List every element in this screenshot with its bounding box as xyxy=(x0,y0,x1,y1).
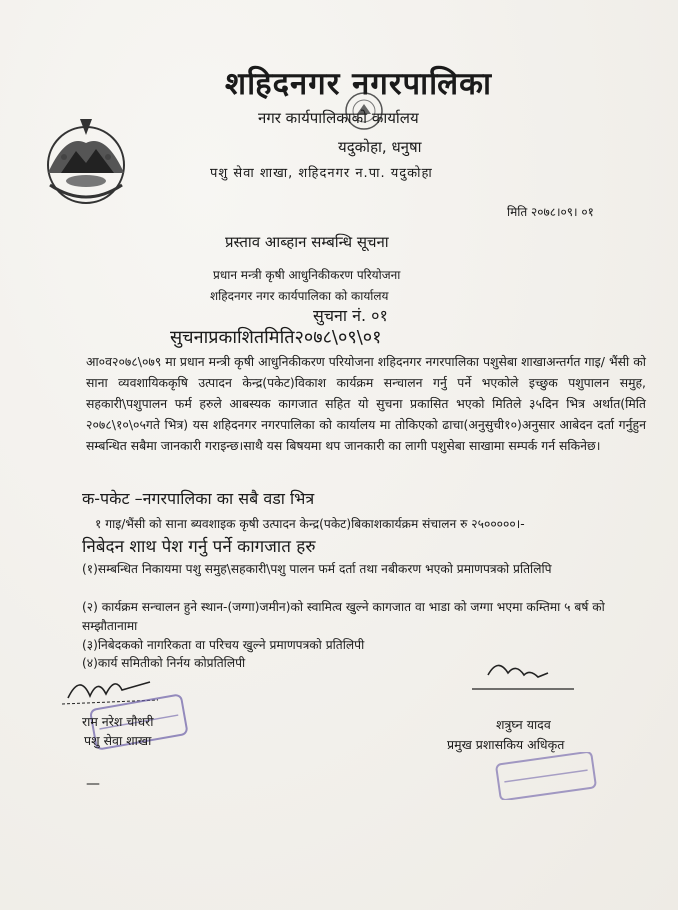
right-signature-icon xyxy=(468,655,578,697)
section-a-item-1: १ गाइ/भैंसी को साना ब्यवशाइक कृषी उत्पादन केन्द्र(पकेट)बिकाशकार्यक्रम संचालन रु २५०००००।- xyxy=(95,517,525,531)
footer-mark: — xyxy=(86,776,100,792)
office-address: यदुकोहा, धनुषा xyxy=(338,138,422,156)
right-stamp-icon xyxy=(492,752,600,800)
left-signatory-name: राम नरेश चौधरी xyxy=(82,714,154,729)
branch-name: पशु सेवा शाखा, शहिदनगर न.पा. यदुकोहा xyxy=(210,166,433,181)
right-signatory-name: शत्रुघ्न यादव xyxy=(496,717,551,732)
nepal-emblem-icon xyxy=(36,113,136,211)
documents-heading: निबेदन शाथ पेश गर्नु पर्ने कागजात हरु xyxy=(82,537,316,557)
document-item-3: (३)निबेदकको नागरिकता वा परिचय खुल्ने प्रमाणपत्रको प्रतिलिपी xyxy=(82,638,365,652)
publish-date: सुचनाप्रकाशितमिति२०७८\०९\०१ xyxy=(170,327,382,348)
document-item-2: (२) कार्यक्रम सन्चालन हुने स्थान-(जग्गा)जमीन)को स्वामित्व खुल्ने कागजात वा भाडा को जग्गा भएमा कम्तिमा ५ बर्ष को सम्झौतानामा xyxy=(82,600,605,633)
project-line-1: प्रधान मन्त्री कृषी आधुनिकीकरण परियोजना xyxy=(213,268,401,282)
document-item-1: (१)सम्बन्धित निकायमा पशु समुह\सहकारी\पशु पालन फर्म दर्ता तथा नबीकरण भएको प्रमाणपत्रको प्रतिलिपि xyxy=(82,562,552,576)
document-item-4: (४)कार्य समितीको निर्नय कोप्रतिलिपी xyxy=(82,656,246,670)
right-signatory-role: प्रमुख प्रशासकिय अधिकृत xyxy=(447,737,565,752)
office-subtitle: नगर कार्यपालिकाको कार्यालय xyxy=(258,109,419,127)
notice-heading: प्रस्ताव आब्हान सम्बन्धि सूचना xyxy=(225,233,389,251)
section-a-title: क-पकेट –नगरपालिका का सबै वडा भित्र xyxy=(82,489,315,508)
notice-date: मिति २०७८।०९। ०१ xyxy=(507,205,594,219)
project-line-2: शहिदनगर नगर कार्यपालिका को कार्यालय xyxy=(210,289,389,303)
office-name: शहिदनगर नगरपालिका xyxy=(225,66,493,102)
left-signatory-role: पशु सेवा शाखा xyxy=(84,733,152,748)
notice-body: आ०व२०७८\०७९ मा प्रधान मन्त्री कृषी आधुनिकीकरण परियोजना शहिदनगर नगरपालिका पशुसेबा शाखाअन्तर्गत गाइ/ भैंसी को साना व्यवशायिककृषि उत्पादन केन्द्र(पकेट)विकाश कार्यक्रम सन्चालन गर्नु पर्ने भएकोले इच्छुक पशुपालन समुह, सहकारी\पशुपालन फर्म हरुले आबस्यक कागजात सहित यो सुचना प्रकासित भएको मितिले ३५दिन भित्र अर्थात(मिति २०७८\१०\०५गते भित्र) यस शहिदनगर नगरपालिका को कार्यालय मा तोकिएको ढाचा(अनुसुची१०)अनुसार आबेदन दर्ता गर्नुहुन सम्बन्धित सबैमा जानकारी गराइन्छ।साथै यस बिषयमा थप जानकारी का लागी पशुसेबा साखामा सम्पर्क गर्न सकिनेछ। xyxy=(86,354,646,453)
notice-number: सुचना नं. ०१ xyxy=(313,306,388,325)
